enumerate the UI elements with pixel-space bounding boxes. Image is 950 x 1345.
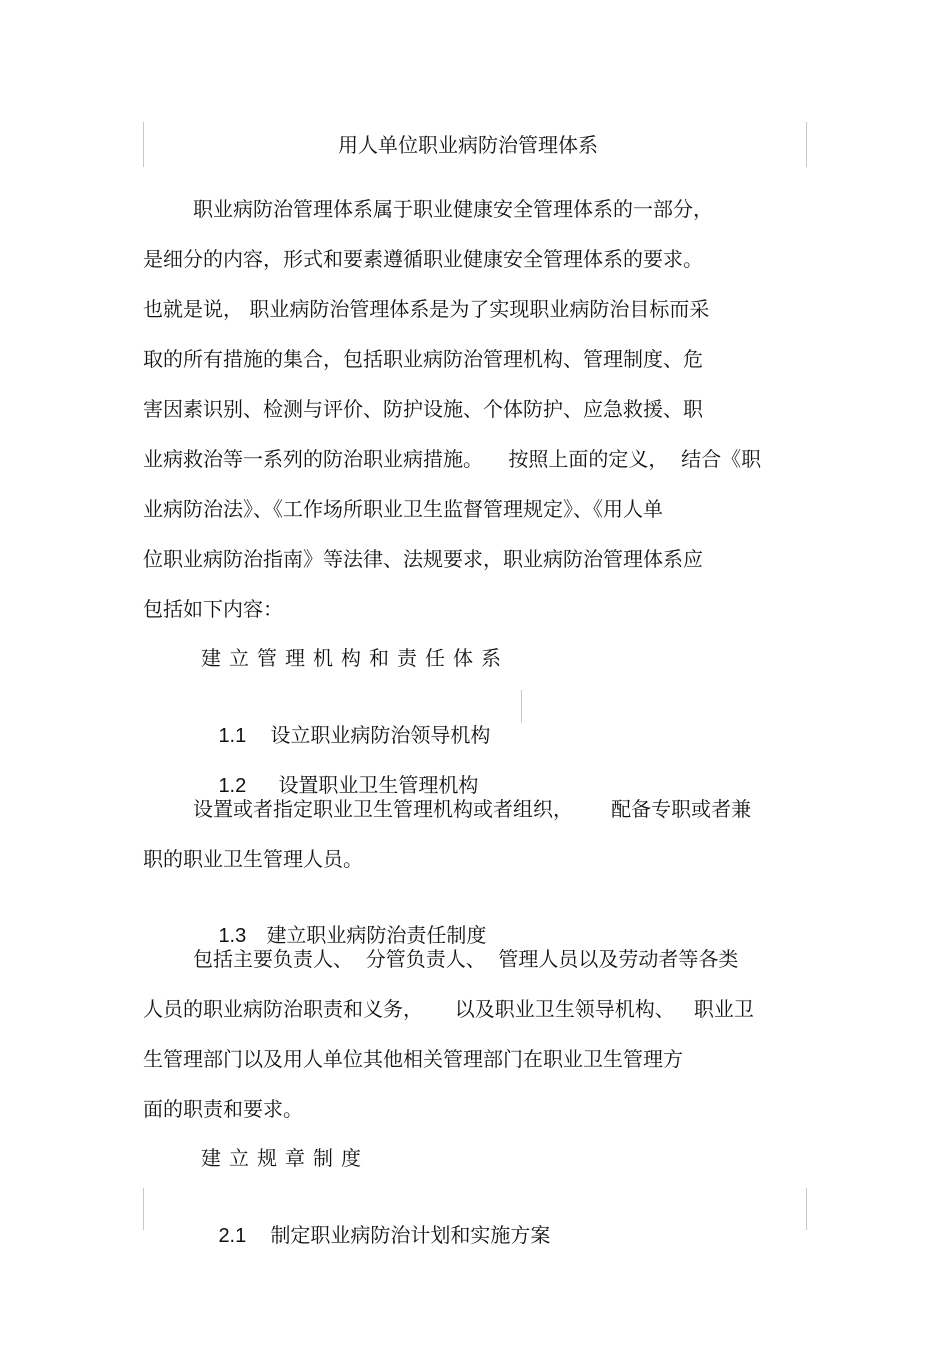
intro-line: 取的所有措施的集合，包括职业病防治管理机构、管理制度、危	[143, 347, 703, 371]
subsection-title: 建立职业病防治责任制度	[266, 923, 487, 947]
body-line: 包括主要负责人、 分管负责人、 管理人员以及劳动者等各类	[193, 947, 739, 971]
intro-line: 业病防治法》、《工作场所职业卫生监督管理规定》、《用人单	[143, 497, 663, 521]
page-edge-left-bottom	[143, 1188, 144, 1230]
subsection-title: 制定职业病防治计划和实施方案	[270, 1223, 551, 1247]
subsection-number: 1.3	[218, 925, 247, 947]
subsection-number: 1.2	[218, 775, 247, 797]
body-line: 人员的职业病防治职责和义务， 以及职业卫生领导机构、 职业卫	[143, 997, 754, 1021]
intro-line: 包括如下内容：	[143, 597, 283, 621]
intro-line: 位职业病防治指南》等法律、法规要求，职业病防治管理体系应	[143, 547, 703, 571]
intro-line: 也就是说， 职业病防治管理体系是为了实现职业病防治目标而采	[143, 297, 710, 321]
section-heading: 建立管理机构和责任体系	[201, 646, 509, 670]
page-edge-right-bottom	[806, 1188, 807, 1230]
text-cursor-mark	[521, 690, 522, 723]
subsection-number: 1.1	[218, 725, 247, 747]
subsection-heading	[193, 1196, 550, 1275]
intro-line: 是细分的内容，形式和要素遵循职业健康安全管理体系的要求。	[143, 247, 703, 271]
subsection-number: 2.1	[218, 1225, 247, 1247]
subsection-title: 设置职业卫生管理机构	[278, 773, 479, 797]
body-line: 职的职业卫生管理人员。	[143, 847, 363, 871]
intro-line: 职业病防治管理体系属于职业健康安全管理体系的一部分，	[193, 197, 713, 221]
body-line: 生管理部门以及用人单位其他相关管理部门在职业卫生管理方	[143, 1047, 683, 1071]
body-line: 设置或者指定职业卫生管理机构或者组织， 配备专职或者兼	[193, 797, 752, 821]
subsection-title: 设立职业病防治领导机构	[270, 723, 491, 747]
intro-line: 业病救治等一系列的防治职业病措施。 按照上面的定义， 结合《职	[143, 447, 762, 471]
document-title: 用人单位职业病防治管理体系	[338, 133, 598, 157]
body-line: 面的职责和要求。	[143, 1097, 303, 1121]
page-edge-left-top	[143, 122, 144, 167]
section-heading: 建立规章制度	[201, 1146, 369, 1170]
intro-line: 害因素识别、检测与评价、防护设施、个体防护、应急救援、职	[143, 397, 703, 421]
page-edge-right-top	[806, 122, 807, 167]
